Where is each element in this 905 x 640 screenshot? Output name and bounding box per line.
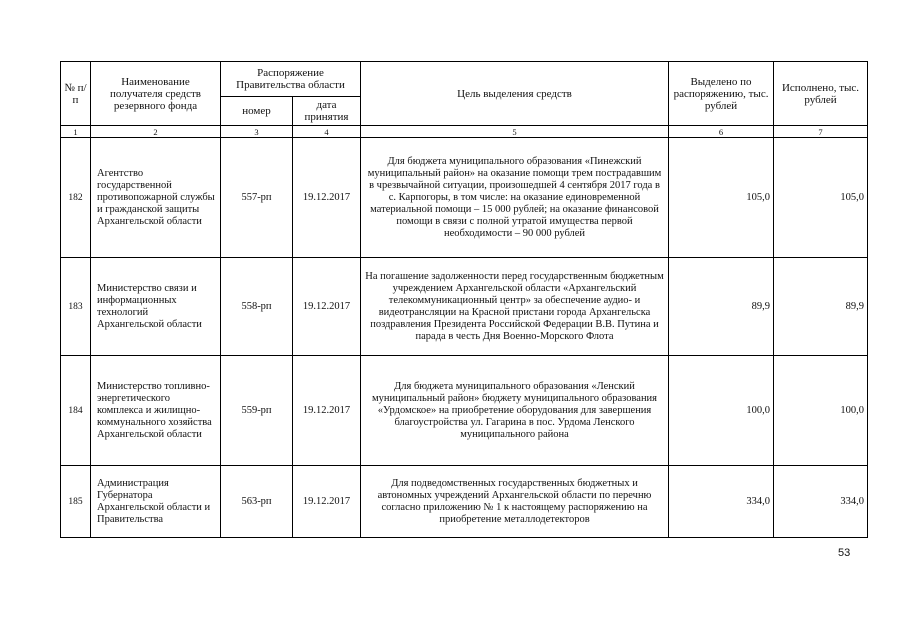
row-order-date: 19.12.2017 xyxy=(293,356,361,466)
row-num: 182 xyxy=(61,138,91,258)
row-executed: 105,0 xyxy=(774,138,868,258)
row-num: 184 xyxy=(61,356,91,466)
row-allocated: 334,0 xyxy=(669,466,774,538)
header-allocated: Выделено по распоряжению, тыс. рублей xyxy=(669,62,774,126)
row-purpose: Для подведомственных государственных бюджетных и автономных учреждений Архангельской области по перечню согласно приложению № 1 к настоящему распоряжению на приобретение металлодетекторов xyxy=(361,466,669,538)
header-order: Распоряжение Правительства области xyxy=(221,62,361,97)
row-order-date: 19.12.2017 xyxy=(293,258,361,356)
header-purpose: Цель выделения средств xyxy=(361,62,669,126)
row-executed: 334,0 xyxy=(774,466,868,538)
row-order-number: 557-рп xyxy=(221,138,293,258)
row-order-date: 19.12.2017 xyxy=(293,138,361,258)
row-purpose: Для бюджета муниципального образования «Ленский муниципальный район» бюджету муниципального образования «Урдомское» на приобретение оборудования для завершения благоустройства ул. Гагарина в пос. Урдома Ленского муниципального района xyxy=(361,356,669,466)
row-recipient: Министерство связи и информационных технологий Архангельской области xyxy=(91,258,221,356)
row-allocated: 100,0 xyxy=(669,356,774,466)
reserve-fund-table xyxy=(60,61,868,538)
row-allocated: 105,0 xyxy=(669,138,774,258)
row-purpose: На погашение задолженности перед государственным бюджетным учреждением Архангельской области «Архангельский телекоммуникационный центр» за обеспечение аудио- и видеотрансляции на Красной пристани города Архангельска поздравления Президента Российской Федерации В.В. Путина и парада в честь Дня Военно-Морского Флота xyxy=(361,258,669,356)
row-num: 185 xyxy=(61,466,91,538)
column-index: 2 xyxy=(91,126,221,138)
page-number: 53 xyxy=(838,547,851,559)
header-num: № п/п xyxy=(61,62,91,126)
table-row xyxy=(61,258,868,356)
column-index-row xyxy=(61,126,868,138)
column-index: 3 xyxy=(221,126,293,138)
table-row xyxy=(61,356,868,466)
row-recipient: Администрация Губернатора Архангельской области и Правительства xyxy=(91,466,221,538)
column-index: 7 xyxy=(774,126,868,138)
row-executed: 89,9 xyxy=(774,258,868,356)
row-recipient: Агентство государственной противопожарной службы и гражданской защиты Архангельской области xyxy=(91,138,221,258)
row-order-number: 563-рп xyxy=(221,466,293,538)
row-allocated: 89,9 xyxy=(669,258,774,356)
row-order-number: 558-рп xyxy=(221,258,293,356)
row-executed: 100,0 xyxy=(774,356,868,466)
row-num: 183 xyxy=(61,258,91,356)
header-order-date: дата принятия xyxy=(293,97,361,126)
row-order-date: 19.12.2017 xyxy=(293,466,361,538)
header-executed: Исполнено, тыс. рублей xyxy=(774,62,868,126)
column-index: 5 xyxy=(361,126,669,138)
column-index: 1 xyxy=(61,126,91,138)
row-purpose: Для бюджета муниципального образования «Пинежский муниципальный район» на оказание помощи трем пострадавшим в чрезвычайной ситуации, произошедшей 4 сентября 2017 года в с. Карпогоры, в том числе: на оказание единовременной материальной помощи – 15 000 рублей; на оказание финансовой помощи в связи с полной утратой имущества первой необходимости – 90 000 рублей xyxy=(361,138,669,258)
header-order-number: номер xyxy=(221,97,293,126)
header-recipient: Наименование получателя средств резервного фонда xyxy=(91,62,221,126)
row-recipient: Министерство топливно-энергетического комплекса и жилищно-коммунального хозяйства Архангельской области xyxy=(91,356,221,466)
table-row xyxy=(61,138,868,258)
table-row xyxy=(61,466,868,538)
header-row xyxy=(61,62,868,97)
column-index: 6 xyxy=(669,126,774,138)
row-order-number: 559-рп xyxy=(221,356,293,466)
column-index: 4 xyxy=(293,126,361,138)
